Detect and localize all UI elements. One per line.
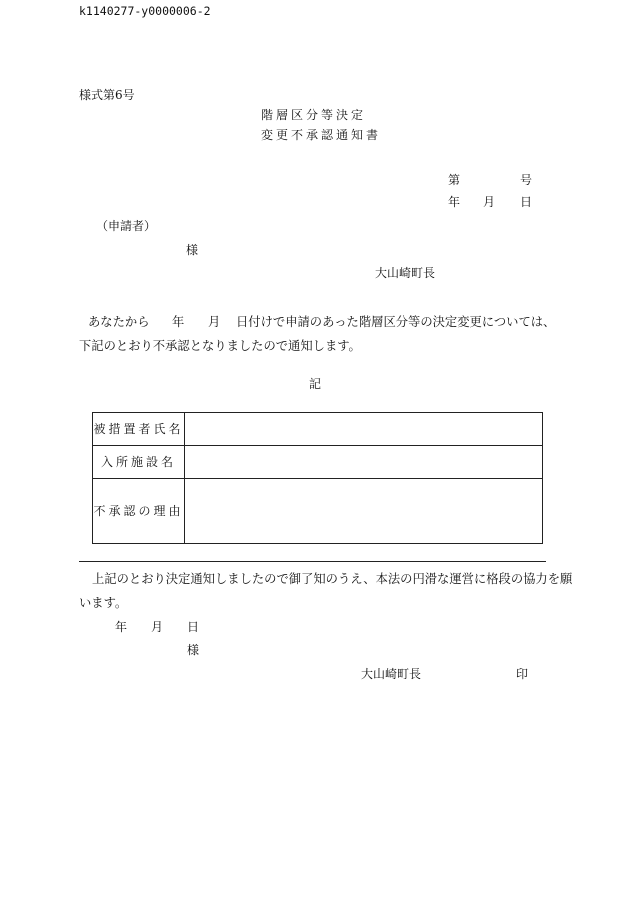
footer-issuer: 大山崎町長 bbox=[361, 667, 422, 681]
row-label-facility: 入所施設名 bbox=[93, 446, 185, 479]
table-row bbox=[93, 446, 543, 479]
row-label-name: 被措置者氏名 bbox=[93, 413, 185, 446]
body-year: 年 bbox=[172, 315, 185, 329]
footer-sama: 様 bbox=[187, 643, 200, 657]
applicant-label: （申請者） bbox=[96, 219, 157, 233]
table-row bbox=[93, 479, 543, 544]
footer-year: 年 bbox=[115, 620, 128, 634]
divider-line bbox=[79, 561, 546, 562]
date-month: 月 bbox=[483, 195, 496, 209]
body-segment-1: あなたから bbox=[88, 315, 150, 329]
document-id: k1140277-y0000006-2 bbox=[79, 4, 211, 18]
footer-line-1: 上記のとおり決定通知しましたので御了知のうえ、本法の円滑な運営に格段の協力を願 bbox=[92, 572, 573, 586]
row-value-name bbox=[185, 413, 543, 446]
date-year: 年 bbox=[448, 195, 461, 209]
row-label-reason: 不承認の理由 bbox=[93, 479, 185, 544]
table-row bbox=[93, 413, 543, 446]
seal-mark: 印 bbox=[516, 667, 529, 681]
addressee-sama: 様 bbox=[186, 243, 199, 257]
footer-line-2: います。 bbox=[79, 596, 128, 610]
form-number: 様式第6号 bbox=[79, 88, 135, 102]
row-value-reason bbox=[185, 479, 543, 544]
date-day: 日 bbox=[520, 195, 533, 209]
reference-go: 号 bbox=[520, 173, 533, 187]
details-table bbox=[92, 412, 543, 544]
reference-dai: 第 bbox=[448, 173, 461, 187]
title-line-2: 変更不承認通知書 bbox=[261, 128, 382, 142]
ki-heading: 記 bbox=[309, 377, 322, 391]
title-line-1: 階層区分等決定 bbox=[261, 108, 367, 122]
row-value-facility bbox=[185, 446, 543, 479]
issuer-name: 大山崎町長 bbox=[375, 266, 436, 280]
body-month: 月 bbox=[208, 315, 221, 329]
body-segment-2: 日付けで申請のあった階層区分等の決定変更については、 bbox=[236, 315, 556, 329]
footer-month: 月 bbox=[151, 620, 164, 634]
body-line-2: 下記のとおり不承認となりましたので通知します。 bbox=[79, 339, 361, 353]
footer-day: 日 bbox=[187, 620, 200, 634]
